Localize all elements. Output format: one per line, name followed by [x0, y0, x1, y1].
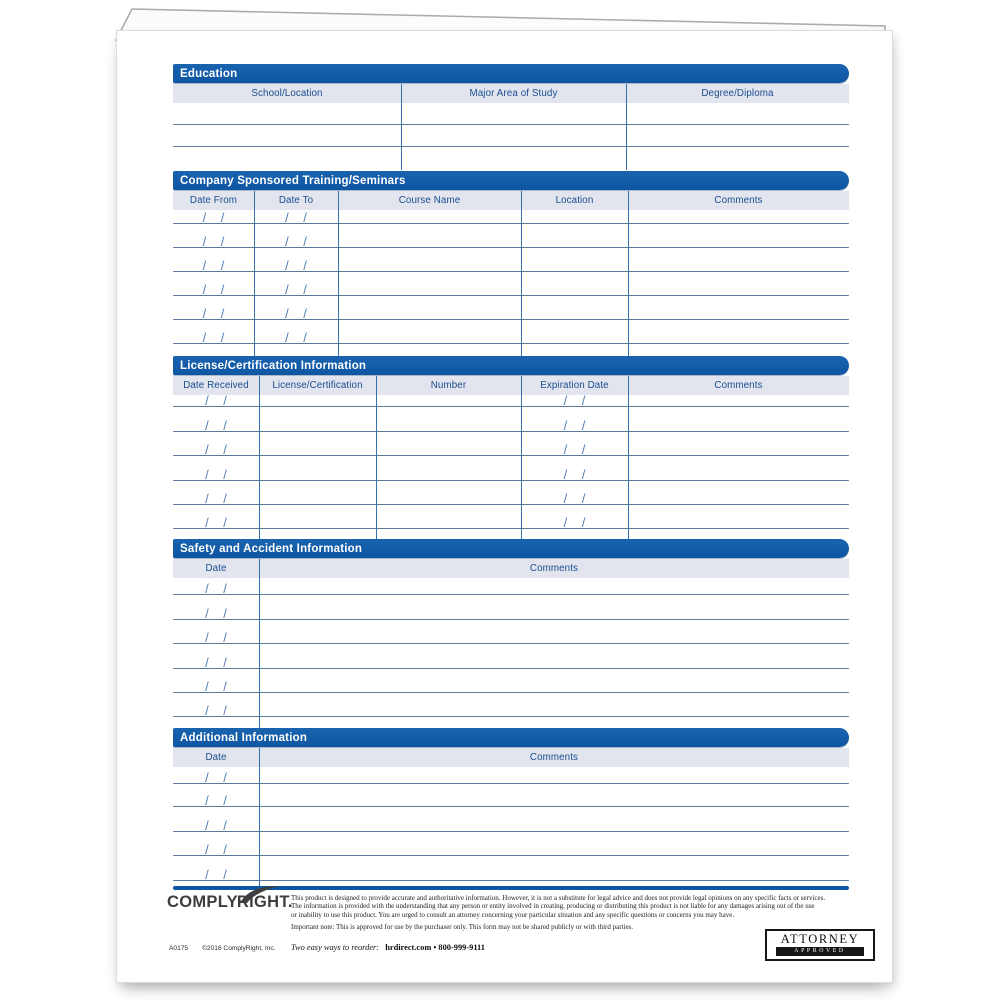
section-header-bar — [173, 356, 849, 375]
writing-line — [173, 455, 849, 456]
column-header-number — [376, 376, 521, 395]
logo-text-comply: COMPLY — [167, 893, 238, 911]
column-header-label: Major Area of Study — [469, 88, 558, 99]
form-number: A0175 — [169, 945, 189, 952]
date-slashes: / / — [285, 258, 307, 273]
column-header-comments — [628, 191, 849, 210]
section-header-bar — [173, 171, 849, 190]
column-header-school-location — [173, 84, 401, 103]
date-slashes: / / — [205, 606, 227, 621]
column-divider — [259, 748, 260, 889]
column-divider — [401, 84, 402, 170]
date-slashes: / / — [205, 515, 227, 530]
date-slashes: / / — [202, 282, 225, 297]
column-divider — [521, 191, 522, 357]
column-header-label: Comments — [529, 752, 579, 763]
column-header-major-area-of-study — [401, 84, 626, 103]
writing-line — [173, 124, 849, 125]
date-slashes: / / — [205, 393, 227, 408]
rows-area — [173, 103, 849, 170]
section-license-certification-information — [173, 356, 849, 540]
rows-area — [173, 395, 849, 540]
writing-line — [173, 431, 849, 432]
date-slashes: / / — [205, 867, 227, 882]
column-divider — [376, 376, 377, 540]
reorder-label: Two easy ways to reorder: — [291, 943, 380, 952]
section-header-bar — [173, 728, 849, 747]
date-slashes: / / — [205, 793, 227, 808]
writing-line — [173, 643, 849, 644]
rows-area — [173, 210, 849, 357]
rows-area — [173, 767, 849, 889]
date-slashes: / / — [563, 467, 586, 482]
section-title: Additional Information — [180, 731, 308, 744]
column-header-comments — [259, 748, 849, 767]
date-slashes: / / — [205, 770, 227, 785]
writing-line — [173, 146, 849, 147]
date-slashes: / / — [205, 703, 227, 718]
section-header-bar — [173, 64, 849, 83]
column-header-label: Date To — [278, 195, 314, 206]
date-slashes: / / — [205, 418, 227, 433]
form-meta — [169, 945, 275, 952]
column-header-label: Number — [430, 380, 467, 391]
rows-area — [173, 578, 849, 729]
column-header-label: Comments — [714, 195, 763, 206]
date-slashes: / / — [285, 330, 307, 345]
date-slashes: / / — [202, 258, 225, 273]
writing-line — [173, 855, 849, 856]
badge-attorney-text: ATTORNEY — [780, 932, 860, 946]
column-header-label: Date — [205, 752, 227, 763]
column-header-label: Course Name — [398, 195, 461, 206]
date-slashes: / / — [202, 330, 225, 345]
date-slashes: / / — [563, 491, 586, 506]
section-additional-information — [173, 728, 849, 889]
date-slashes: / / — [205, 467, 227, 482]
date-slashes: / / — [205, 442, 227, 457]
date-slashes: / / — [563, 393, 586, 408]
copyright-text: ©2016 ComplyRight, Inc. — [202, 945, 276, 952]
disclaimer-line: This product is designed to provide accurate and authoritative information. However, it is not a substitute for legal advice and does not provide legal opinions on any specific facts or services. — [291, 894, 826, 902]
date-slashes: / / — [563, 442, 586, 457]
writing-line — [173, 668, 849, 669]
section-title: License/Certification Information — [180, 359, 367, 372]
writing-line — [173, 480, 849, 481]
column-header-label: Location — [555, 195, 594, 206]
section-company-sponsored-training-seminars — [173, 171, 849, 357]
writing-line — [173, 806, 849, 807]
column-header-row — [173, 748, 849, 767]
column-header-date-to — [254, 191, 338, 210]
section-title: Safety and Accident Information — [180, 542, 363, 555]
column-header-label: Date From — [189, 195, 238, 206]
date-slashes: / / — [285, 210, 307, 225]
date-slashes: / / — [285, 306, 307, 321]
date-slashes: / / — [285, 234, 307, 249]
reorder-info — [291, 943, 485, 952]
column-header-date — [173, 748, 259, 767]
column-header-label: Date Received — [183, 380, 249, 391]
column-header-comments — [259, 559, 849, 578]
column-header-label: School/Location — [251, 88, 323, 99]
date-slashes: / / — [285, 282, 307, 297]
column-header-location — [521, 191, 628, 210]
section-title: Education — [180, 67, 238, 80]
column-divider — [338, 191, 339, 357]
column-header-course-name — [338, 191, 521, 210]
date-slashes: / / — [205, 655, 227, 670]
date-slashes: / / — [205, 679, 227, 694]
date-slashes: / / — [205, 818, 227, 833]
date-slashes: / / — [202, 306, 225, 321]
column-header-label: Date — [205, 563, 227, 574]
logo-text-right: RIGHT. — [236, 893, 293, 911]
writing-line — [173, 504, 849, 505]
date-slashes: / / — [205, 630, 227, 645]
reorder-contact: hrdirect.com • 800-999-9111 — [385, 943, 485, 952]
date-slashes: / / — [202, 210, 225, 225]
writing-line — [173, 619, 849, 620]
date-slashes: / / — [202, 234, 225, 249]
badge-approved-text: APPROVED — [776, 947, 864, 956]
section-header-bar — [173, 539, 849, 558]
date-slashes: / / — [205, 491, 227, 506]
date-slashes: / / — [205, 581, 227, 596]
writing-line — [173, 783, 849, 784]
writing-line — [173, 831, 849, 832]
column-header-row — [173, 191, 849, 210]
section-title: Company Sponsored Training/Seminars — [180, 174, 406, 187]
writing-line — [173, 594, 849, 595]
column-divider — [628, 376, 629, 540]
column-divider — [626, 84, 627, 170]
complyright-logo — [167, 893, 293, 912]
column-header-license-certification — [259, 376, 376, 395]
date-slashes: / / — [563, 515, 586, 530]
writing-line — [173, 528, 849, 529]
column-header-label: Comments — [529, 563, 579, 574]
disclaimer-line: or inability to use this product. You are urged to consult an attorney concerning your particular situation and any specific questions or concerns you may have. — [291, 910, 735, 919]
section-education — [173, 64, 849, 170]
column-header-degree-diploma — [626, 84, 849, 103]
section-safety-and-accident-information — [173, 539, 849, 729]
writing-line — [173, 880, 849, 881]
paper-sheet — [116, 30, 893, 983]
logo-swoosh-icon — [238, 885, 282, 904]
date-slashes: / / — [563, 418, 586, 433]
column-divider — [628, 191, 629, 357]
disclaimer-important-note: Important note: This is approved for use by the purchaser only. This form may not be shared publicly or with third parties. — [291, 923, 634, 932]
column-header-row — [173, 376, 849, 395]
column-header-label: Expiration Date — [540, 380, 609, 391]
column-header-label: License/Certification — [272, 380, 363, 391]
attorney-approved-badge — [765, 929, 875, 961]
date-slashes: / / — [205, 842, 227, 857]
writing-line — [173, 406, 849, 407]
column-header-row — [173, 84, 849, 103]
writing-line — [173, 716, 849, 717]
column-header-row — [173, 559, 849, 578]
column-header-label: Degree/Diploma — [701, 88, 774, 99]
column-header-date — [173, 559, 259, 578]
legal-disclaimer — [291, 894, 873, 932]
disclaimer-line: The information is provided with the understanding that any person or entity involved in creating, producing or distributing this product is not liable for any damages arising out of the use — [291, 902, 815, 911]
column-divider — [259, 376, 260, 540]
writing-line — [173, 692, 849, 693]
column-header-label: Comments — [714, 380, 763, 391]
column-header-comments — [628, 376, 849, 395]
column-header-date-from — [173, 191, 254, 210]
